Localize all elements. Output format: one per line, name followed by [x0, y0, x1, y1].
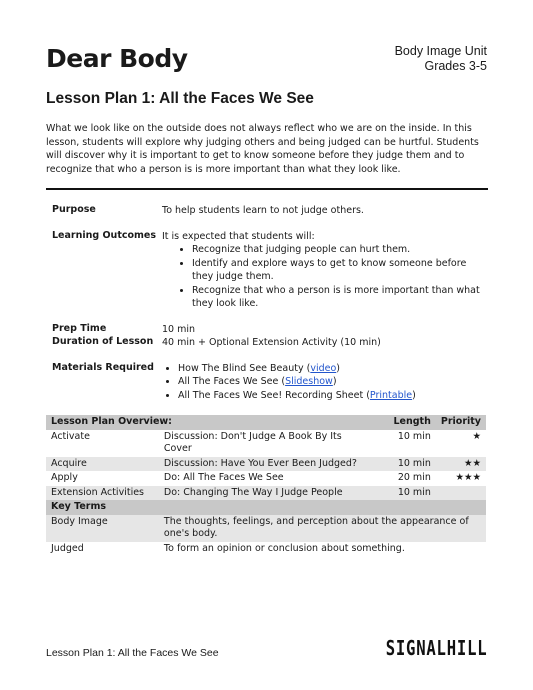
activity-length: 10 min — [377, 457, 436, 472]
term-row — [46, 515, 486, 542]
activity-length: 10 min — [397, 430, 431, 442]
signal-hill-logo: SIGNALHILL — [385, 636, 487, 660]
duration-label: Duration of Lesson — [52, 336, 154, 347]
activity-name: Extension Activities — [46, 486, 159, 501]
material-text: All The Faces We See! Recording Sheet ( — [178, 389, 370, 401]
overview-header-row — [46, 415, 486, 430]
length-header: Length — [377, 415, 436, 430]
outcomes-row — [52, 230, 488, 311]
overview-header: Lesson Plan Overview: — [46, 415, 377, 430]
table-row — [46, 457, 486, 472]
outcome-item: • Identify and explore ways to get to know someone before they judge them. — [192, 257, 488, 284]
outcomes-intro: It is expected that students will: — [162, 230, 315, 242]
purpose-row — [52, 204, 488, 218]
key-terms-header-row — [46, 500, 486, 515]
material-end: ) — [336, 362, 340, 374]
priority-header: Priority — [436, 415, 486, 430]
prep-time: 10 min — [162, 323, 196, 335]
activity-desc: Do: Changing The Way I Judge People — [159, 486, 377, 501]
materials-block — [162, 362, 488, 403]
grade-range: Grades 3-5 — [424, 59, 487, 73]
material-link[interactable]: Slideshow — [285, 376, 333, 387]
activity-name: Apply — [51, 472, 78, 483]
materials-row — [52, 362, 488, 403]
material-item — [178, 389, 488, 403]
activity-desc: Discussion: Don't Judge A Book By Its Cover — [163, 430, 342, 454]
lesson-overview-table — [46, 415, 486, 556]
material-item — [178, 362, 488, 376]
term-name: Body Image — [46, 515, 159, 542]
term-definition: To form an opinion or conclusion about something. — [163, 542, 405, 554]
outcome-item: • Recognize that judging people can hurt them. — [192, 243, 488, 257]
unit-info — [395, 44, 487, 74]
activity-name: Activate — [51, 430, 90, 442]
outcomes-block — [162, 230, 488, 311]
lesson-details — [52, 204, 488, 402]
activity-name: Acquire — [46, 457, 159, 472]
table-row — [46, 430, 486, 457]
duration-row — [52, 336, 488, 350]
material-end: ) — [412, 389, 416, 401]
footer-lesson-title: Lesson Plan 1: All the Faces We See — [46, 647, 219, 659]
priority-stars: ★★★ — [455, 472, 481, 483]
material-text: How The Blind See Beauty ( — [178, 362, 311, 374]
priority-stars: ★★ — [436, 457, 486, 472]
activity-length: 20 min — [397, 472, 431, 483]
activity-desc: Discussion: Have You Ever Been Judged? — [159, 457, 377, 472]
prep-row — [52, 323, 488, 337]
outcome-item: • Recognize that who a person is is more important than what they look like. — [192, 284, 488, 311]
purpose-label: Purpose — [52, 204, 96, 215]
priority-stars: ★ — [472, 430, 481, 442]
priority-stars — [436, 486, 486, 501]
lesson-intro: What we look like on the outside does not always reflect who we are on the inside. In this lesson, students will explore why judging others and being judged can be hurtful. Students will discover why it is important to get to know someone before they judge them and to recognize that who a person is is more important than what they look like. — [46, 123, 479, 175]
table-row — [46, 486, 486, 501]
activity-length: 10 min — [377, 486, 436, 501]
material-link[interactable]: Printable — [369, 389, 413, 401]
material-end: ) — [332, 376, 337, 387]
material-link[interactable]: video — [310, 362, 337, 374]
materials-list — [162, 362, 488, 403]
term-definition: The thoughts, feelings, and perception about the appearance of one's body. — [159, 515, 486, 542]
lesson-title: Lesson Plan 1: All the Faces We See — [46, 90, 314, 107]
brand-title: Dear Body — [46, 44, 188, 73]
section-divider — [46, 188, 488, 190]
key-terms-header: Key Terms — [46, 500, 486, 515]
purpose-text: To help students learn to not judge others. — [162, 205, 364, 216]
materials-label: Materials Required — [52, 361, 154, 373]
outcomes-label: Learning Outcomes — [52, 229, 157, 241]
unit-name: Body Image Unit — [394, 44, 487, 58]
material-text: All The Faces We See ( — [178, 376, 286, 387]
term-row — [46, 542, 486, 557]
prep-label: Prep Time — [52, 322, 107, 334]
duration-text: 40 min + Optional Extension Activity (10 min) — [162, 337, 381, 348]
outcomes-list — [162, 243, 488, 311]
activity-desc: Do: All The Faces We See — [163, 472, 284, 483]
material-item — [178, 375, 488, 389]
term-name: Judged — [51, 542, 84, 554]
table-row — [46, 471, 486, 486]
